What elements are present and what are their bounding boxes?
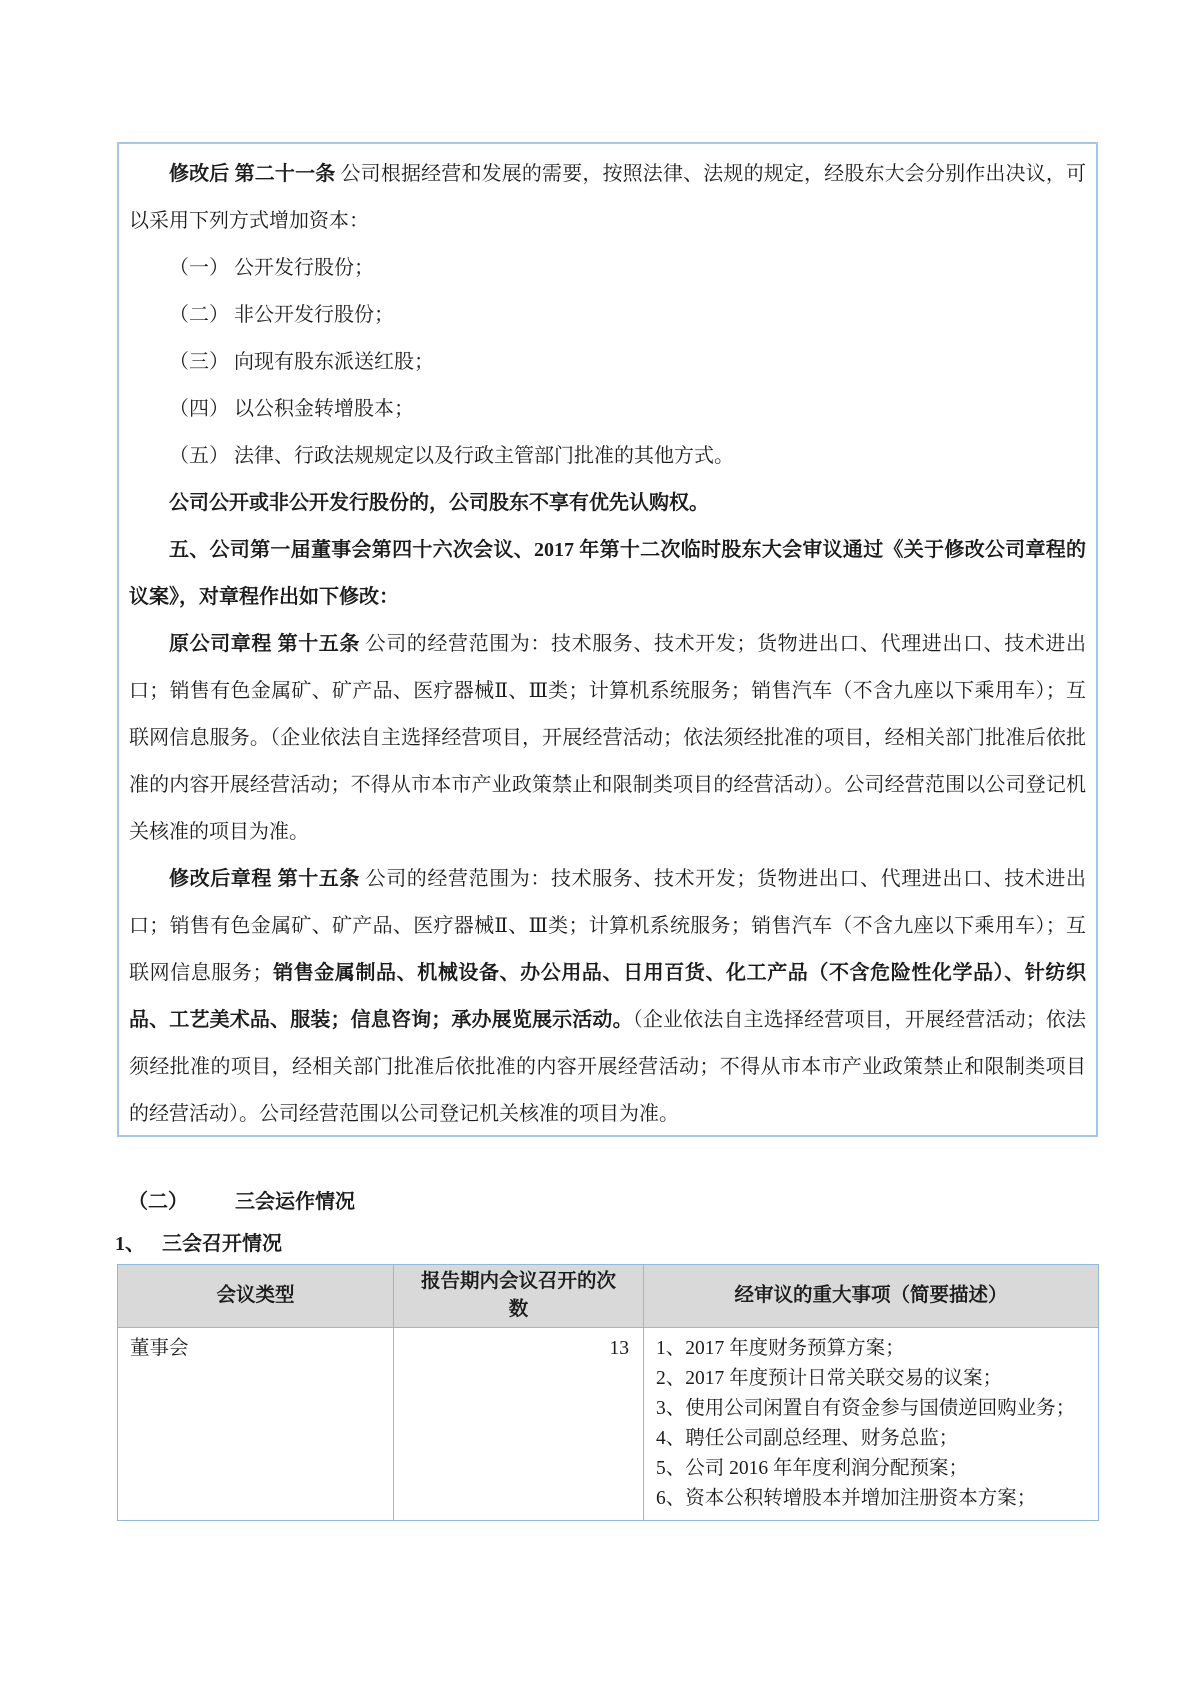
section-heading-three-meetings [128, 1187, 355, 1217]
para-original-article-15 [129, 621, 1086, 856]
agenda-item: 5、公司 2016 年年度利润分配预案； [656, 1458, 969, 1479]
para-amended-article-21 [129, 151, 1086, 245]
capital-increase-item-3: （三） 向现有股东派送红股； [169, 351, 434, 373]
capital-increase-item-1: （一） 公开发行股份； [169, 257, 374, 279]
meetings-table [117, 1264, 1099, 1521]
charter-amendment-box [117, 142, 1098, 1137]
para-amended-article-15 [129, 856, 1086, 1137]
agenda-item: 3、使用公司闲置自有资金参与国债逆回购业务； [656, 1398, 1076, 1419]
meetings-table-header [118, 1265, 1099, 1328]
para-amended-article-15-text-2: （企业依法自主选择经营项目，开展经营活动；依法须经批准的项目，经相关部门批准后依批准的内容开展经营活动；不得从市本市产业政策禁止和限制类项目的经营活动）。公司经营范围以公司登记机关核准的项目为准。 [129, 1009, 1087, 1125]
subsection-heading-title: 三会召开情况 [162, 1233, 282, 1255]
table-row-board-of-directors [118, 1328, 1099, 1521]
cell-agenda-items [644, 1328, 1099, 1521]
meetings-table-header-row [118, 1265, 1099, 1328]
para-original-article-15-text: 公司的经营范围为：技术服务、技术开发；货物进出口、代理进出口、技术进出口；销售有色金属矿、矿产品、医疗器械Ⅱ、Ⅲ类；计算机系统服务；销售汽车（不含九座以下乘用车）；互联网信息服务。（企业依法自主选择经营项目，开展经营活动；依法须经批准的项目，经相关部门批准后依批准的内容开展经营活动；不得从市本市产业政策禁止和限制类项目的经营活动）。公司经营范围以公司登记机关核准的项目为准。 [129, 633, 1086, 843]
col-header-meeting-type: 会议类型 [118, 1265, 394, 1328]
capital-increase-item-4: （四） 以公积金转增股本； [169, 398, 414, 420]
para-meeting-resolution: 五、公司第一届董事会第四十六次会议、2017 年第十二次临时股东大会审议通过《关于修改公司章程的议案》，对章程作出如下修改： [129, 539, 1086, 608]
para-preemptive-rights: 公司公开或非公开发行股份的，公司股东不享有优先认购权。 [169, 492, 709, 514]
col-header-major-matters: 经审议的重大事项（简要描述） [644, 1265, 1099, 1328]
cell-meeting-type: 董事会 [118, 1328, 394, 1521]
agenda-item: 6、资本公积转增股本并增加注册资本方案； [656, 1488, 1037, 1509]
agenda-item: 1、2017 年度财务预算方案； [656, 1338, 905, 1359]
para-original-article-15-lead: 原公司章程 第十五条 [169, 633, 360, 655]
para-amended-article-21-text: 公司根据经营和发展的需要，按照法律、法规的规定，经股东大会分别作出决议，可以采用下列方式增加资本： [129, 163, 1087, 232]
para-amended-article-21-lead: 修改后 第二十一条 [169, 163, 336, 185]
subsection-heading-number: 1、 [115, 1233, 145, 1255]
agenda-item: 4、聘任公司副总经理、财务总监； [656, 1428, 959, 1449]
para-amended-article-15-text-1: 公司的经营范围为：技术服务、技术开发；货物进出口、代理进出口、技术进出口；销售有色金属矿、矿产品、医疗器械Ⅱ、Ⅲ类；计算机系统服务；销售汽车（不含九座以下乘用车）；互联网信息服务； [129, 868, 1086, 984]
cell-meeting-count: 13 [394, 1328, 644, 1521]
col-header-meeting-count: 报告期内会议召开的次数 [394, 1265, 644, 1328]
section-heading-title: 三会运作情况 [235, 1191, 355, 1213]
capital-increase-item-2: （二） 非公开发行股份； [169, 304, 394, 326]
section-heading-number: （二） [128, 1191, 188, 1213]
para-amended-article-15-lead: 修改后章程 第十五条 [169, 868, 360, 890]
agenda-item: 2、2017 年度预计日常关联交易的议案； [656, 1368, 1003, 1389]
meetings-table-body [118, 1328, 1099, 1521]
capital-increase-item-5: （五） 法律、行政法规规定以及行政主管部门批准的其他方式。 [169, 445, 734, 467]
subsection-heading-convening [115, 1229, 282, 1259]
para-amended-article-15-bold: 销售金属制品、机械设备、办公用品、日用百货、化工产品（不含危险性化学品）、针纺织品、工艺美术品、服装；信息咨询；承办展览展示活动。 [129, 962, 1087, 1031]
